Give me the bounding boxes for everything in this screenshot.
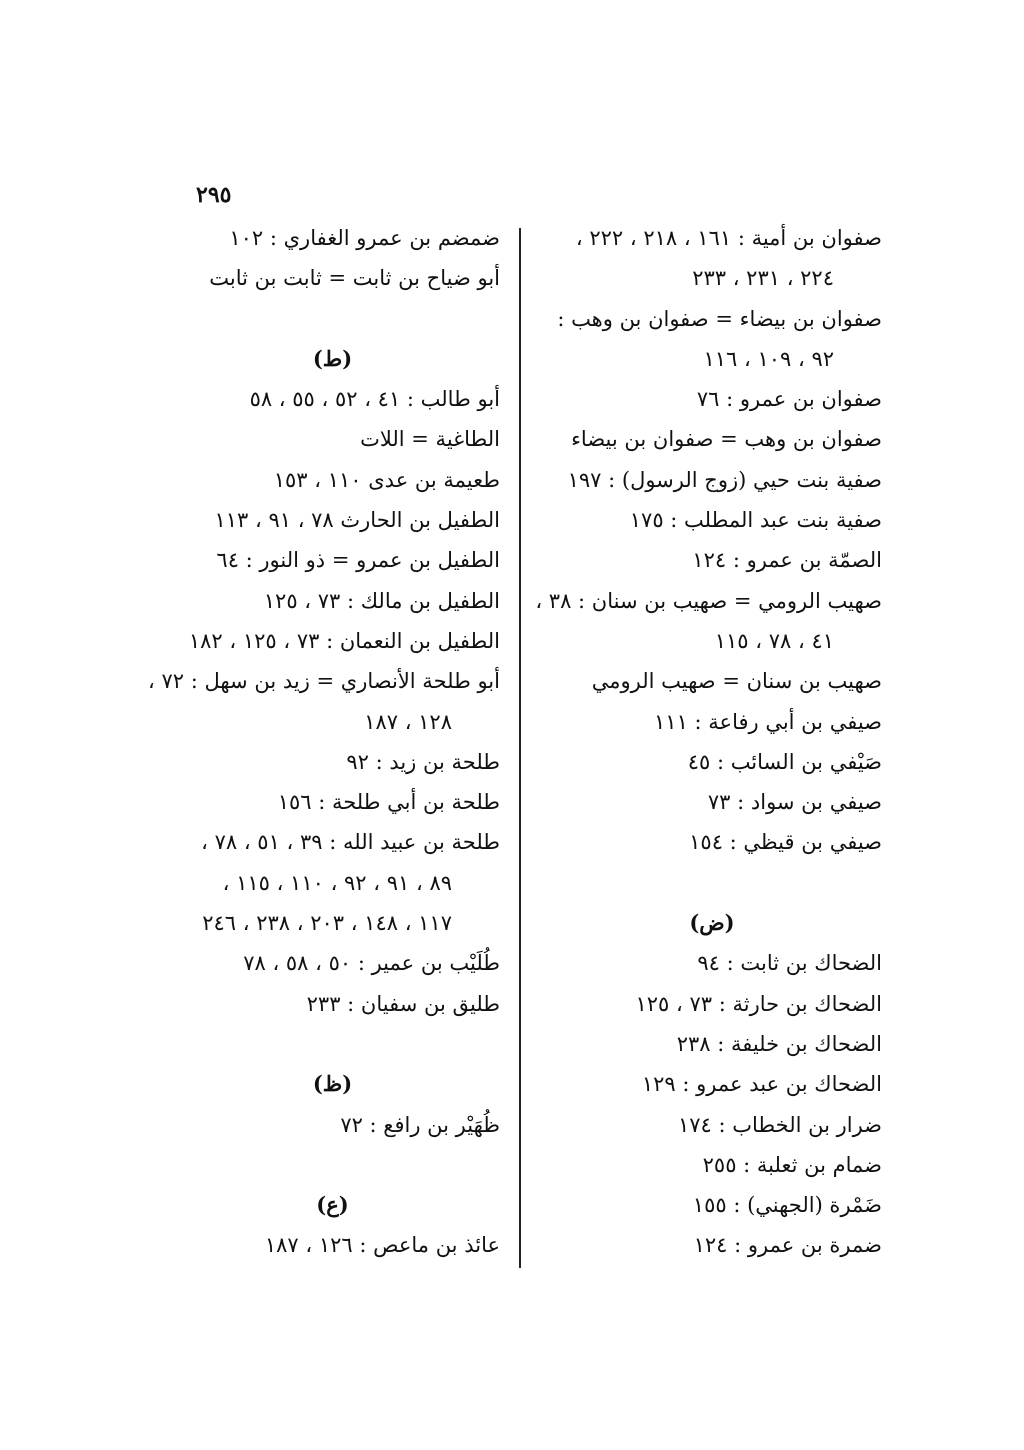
index-entry: طُلَيْب بن عمير : ٥٠ ، ٥٨ ، ٧٨: [243, 951, 500, 976]
letter-heading: (ظ): [312, 1071, 353, 1097]
index-entry: صهيب الرومي = صهيب بن سنان : ٣٨ ،: [535, 588, 882, 613]
index-entry: ضَمْرة (الجهني) : ١٥٥: [692, 1193, 882, 1218]
index-entry-continuation: ٢٢٤ ، ٢٣١ ، ٢٣٣: [692, 266, 834, 291]
index-column-left: [148, 218, 500, 1266]
index-entry: الطفيل بن مالك : ٧٣ ، ١٢٥: [263, 588, 500, 613]
index-entry: الطاغية = اللات: [360, 427, 500, 452]
index-entry: الصمّة بن عمرو : ١٢٤: [692, 548, 882, 573]
index-entry: طليق بن سفيان : ٢٣٣: [306, 991, 500, 1016]
index-entry: ضمرة بن عمرو : ١٢٤: [693, 1233, 882, 1258]
index-entry: صفية بنت عبد المطلب : ١٧٥: [629, 508, 882, 533]
index-entry: الضحاك بن حارثة : ٧٣ ، ١٢٥: [635, 991, 882, 1016]
index-entry: طلحة بن أبي طلحة : ١٥٦: [277, 790, 500, 815]
index-entry: صيفي بن قيظي : ١٥٤: [689, 830, 882, 855]
index-entry: الضحاك بن عبد عمرو : ١٢٩: [641, 1072, 882, 1097]
index-entry: عائذ بن ماعص : ١٢٦ ، ١٨٧: [264, 1233, 500, 1258]
blank-line: [165, 1024, 500, 1064]
index-entry: طلحة بن عبيد الله : ٣٩ ، ٥١ ، ٧٨ ،: [201, 830, 500, 855]
index-entry-continuation: ٩٢ ، ١٠٩ ، ١١٦: [703, 346, 834, 371]
index-entry: صيفي بن أبي رفاعة : ١١١: [654, 709, 882, 734]
index-entry: صفوان بن بيضاء = صفوان بن وهب :: [557, 306, 882, 331]
blank-line: [165, 299, 500, 339]
blank-line: [542, 863, 882, 903]
index-entry: أبو طلحة الأنصاري = زيد بن سهل : ٧٢ ،: [148, 669, 500, 694]
index-entry: أبو ضياح بن ثابت = ثابت بن ثابت: [209, 266, 500, 291]
index-entry: ضمام بن ثعلبة : ٢٥٥: [702, 1152, 882, 1177]
index-entry-continuation: ٤١ ، ٧٨ ، ١١٥: [714, 628, 834, 653]
index-column-right: [535, 218, 882, 1266]
letter-heading: (ع): [316, 1192, 349, 1218]
index-entry: الضحاك بن خليفة : ٢٣٨: [676, 1031, 882, 1056]
index-entry: الطفيل بن عمرو = ذو النور : ٦٤: [216, 548, 500, 573]
index-entry: طلحة بن زيد : ٩٢: [346, 749, 500, 774]
index-entry: الطفيل بن النعمان : ٧٣ ، ١٢٥ ، ١٨٢: [188, 628, 500, 653]
index-entry: ظُهَيْر بن رافع : ٧٢: [340, 1112, 500, 1137]
index-entry-continuation: ٨٩ ، ٩١ ، ٩٢ ، ١١٠ ، ١١٥ ،: [222, 870, 452, 895]
index-entry: صفوان بن عمرو : ٧٦: [696, 387, 882, 412]
index-entry: طعيمة بن عدى ١١٠ ، ١٥٣: [273, 467, 500, 492]
index-entry-continuation: ١١٧ ، ١٤٨ ، ٢٠٣ ، ٢٣٨ ، ٢٤٦: [202, 911, 452, 936]
index-entry: صفية بنت حيي (زوج الرسول) : ١٩٧: [567, 467, 882, 492]
index-entry: صهيب بن سنان = صهيب الرومي: [591, 669, 882, 694]
index-entry-continuation: ١٢٨ ، ١٨٧: [364, 709, 452, 734]
index-entry: صفوان بن وهب = صفوان بن بيضاء: [571, 427, 882, 452]
index-entry: صَيْفي بن السائب : ٤٥: [687, 749, 882, 774]
page-number: ٢٩٥: [196, 182, 232, 208]
letter-heading: (ض): [689, 910, 735, 936]
index-entry: ضمضم بن عمرو الغفاري : ١٠٢: [229, 226, 500, 250]
index-entry: صيفي بن سواد : ٧٣: [707, 790, 882, 815]
index-entry: الضحاك بن ثابت : ٩٤: [697, 951, 882, 976]
column-divider: [519, 228, 521, 1268]
index-entry: ضرار بن الخطاب : ١٧٤: [677, 1112, 882, 1137]
letter-heading: (ط): [312, 345, 353, 371]
index-entry: أبو طالب : ٤١ ، ٥٢ ، ٥٥ ، ٥٨: [249, 387, 500, 412]
blank-line: [165, 1145, 500, 1185]
index-entry: الطفيل بن الحارث ٧٨ ، ٩١ ، ١١٣: [214, 508, 500, 533]
index-entry: صفوان بن أمية : ١٦١ ، ٢١٨ ، ٢٢٢ ،: [575, 226, 882, 250]
